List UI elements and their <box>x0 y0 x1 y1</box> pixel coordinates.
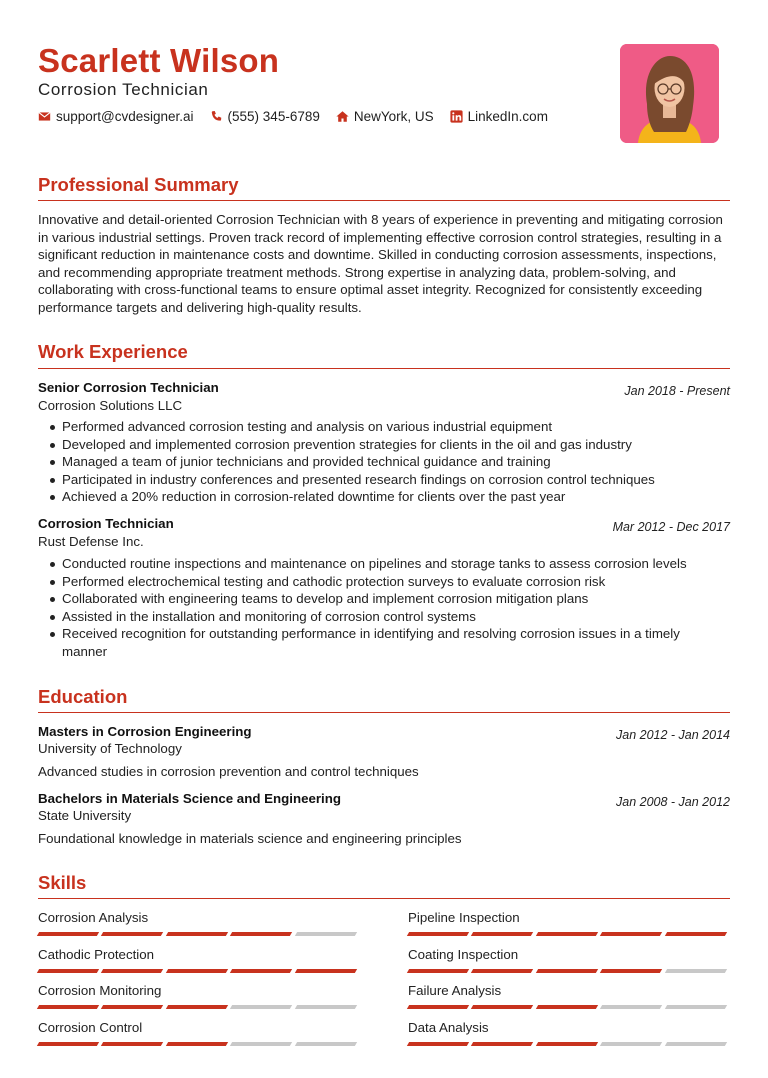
skill-level-segment-filled <box>101 1005 164 1009</box>
skill-level-segment-empty <box>294 1005 357 1009</box>
skill-level-bar <box>38 932 360 936</box>
skill-level-segment-filled <box>407 932 470 936</box>
skill-level-segment-filled <box>166 969 229 973</box>
skill-level-segment-filled <box>230 932 293 936</box>
skill-level-segment-filled <box>294 969 357 973</box>
skill-name: Data Analysis <box>408 1020 489 1035</box>
bullet-item: Participated in industry conferences and presented research findings on corrosion control techniques <box>48 471 728 489</box>
job-bullets <box>48 418 728 506</box>
education-description: Advanced studies in corrosion prevention and control techniques <box>38 764 419 779</box>
bullet-item: Conducted routine inspections and maintenance on pipelines and storage tanks to assess corrosion levels <box>48 555 728 573</box>
skill-level-bar <box>408 932 730 936</box>
skill-level-segment-empty <box>600 1005 663 1009</box>
job-bullets <box>48 555 728 661</box>
skill-level-segment-filled <box>166 932 229 936</box>
skill-level-bar <box>38 969 360 973</box>
bullet-item: Performed advanced corrosion testing and analysis on various industrial equipment <box>48 418 728 436</box>
skill-level-segment-empty <box>664 1042 727 1046</box>
skill-level-segment-filled <box>471 969 534 973</box>
contact-email[interactable] <box>38 109 194 124</box>
skill-level-segment-empty <box>230 1005 293 1009</box>
skill-level-bar <box>38 1005 360 1009</box>
skill-level-segment-filled <box>166 1042 229 1046</box>
skill-level-segment-empty <box>600 1042 663 1046</box>
degree-title: Bachelors in Materials Science and Engineering <box>38 791 341 806</box>
skill-level-segment-empty <box>230 1042 293 1046</box>
skill-item <box>38 1020 360 1046</box>
skill-level-segment-filled <box>37 932 100 936</box>
skill-level-segment-filled <box>407 969 470 973</box>
home-icon <box>336 110 349 123</box>
candidate-name: Scarlett Wilson <box>38 42 280 79</box>
portrait-illustration <box>620 44 719 143</box>
skill-level-bar <box>38 1042 360 1046</box>
skill-level-segment-filled <box>37 1042 100 1046</box>
section-heading-skills: Skills <box>38 872 87 893</box>
skill-name: Coating Inspection <box>408 947 519 962</box>
contact-linkedin[interactable] <box>450 109 548 124</box>
skill-level-segment-filled <box>536 932 599 936</box>
skill-level-segment-filled <box>536 1005 599 1009</box>
skill-level-segment-filled <box>471 1005 534 1009</box>
skill-level-segment-empty <box>664 969 727 973</box>
section-heading-summary: Professional Summary <box>38 174 239 195</box>
job-company: Rust Defense Inc. <box>38 534 144 549</box>
skill-level-segment-filled <box>536 969 599 973</box>
contact-phone[interactable] <box>210 109 320 124</box>
skill-level-segment-filled <box>536 1042 599 1046</box>
profile-photo <box>620 44 719 143</box>
skill-name: Cathodic Protection <box>38 947 155 962</box>
skill-item <box>408 947 730 973</box>
bullet-item: Received recognition for outstanding performance in identifying and resolving corrosion issues in a timely manner <box>48 625 728 660</box>
skill-name: Corrosion Monitoring <box>38 983 162 998</box>
skill-level-segment-filled <box>407 1042 470 1046</box>
school-name: State University <box>38 808 132 823</box>
contact-phone-text: (555) 345-6789 <box>227 109 320 124</box>
skill-name: Failure Analysis <box>408 983 502 998</box>
education-dates: Jan 2012 - Jan 2014 <box>616 728 730 742</box>
skill-name: Corrosion Control <box>38 1020 143 1035</box>
education-dates: Jan 2008 - Jan 2012 <box>616 795 730 809</box>
skill-level-segment-filled <box>664 932 727 936</box>
skill-item <box>408 910 730 936</box>
skill-level-segment-empty <box>294 1042 357 1046</box>
skill-level-bar <box>408 1005 730 1009</box>
phone-icon <box>210 110 223 123</box>
skill-item <box>38 947 360 973</box>
skill-item <box>408 983 730 1009</box>
skill-name: Pipeline Inspection <box>408 910 520 925</box>
skill-level-segment-filled <box>101 932 164 936</box>
skill-level-segment-filled <box>407 1005 470 1009</box>
skill-level-segment-filled <box>37 1005 100 1009</box>
bullet-item: Managed a team of junior technicians and provided technical guidance and training <box>48 453 728 471</box>
skill-level-bar <box>408 1042 730 1046</box>
contact-row <box>38 109 564 124</box>
job-company: Corrosion Solutions LLC <box>38 398 183 413</box>
section-divider <box>38 712 730 713</box>
linkedin-icon <box>450 110 463 123</box>
job-title-headline: Corrosion Technician <box>38 80 209 99</box>
skill-level-segment-filled <box>37 969 100 973</box>
bullet-item: Performed electrochemical testing and cathodic protection surveys to evaluate corrosion risk <box>48 573 728 591</box>
skill-level-segment-filled <box>471 1042 534 1046</box>
section-divider <box>38 898 730 899</box>
skill-name: Corrosion Analysis <box>38 910 149 925</box>
contact-location <box>336 109 434 124</box>
school-name: University of Technology <box>38 741 182 756</box>
skill-level-segment-filled <box>600 969 663 973</box>
skill-level-segment-filled <box>101 1042 164 1046</box>
skill-level-segment-empty <box>664 1005 727 1009</box>
job-title: Corrosion Technician <box>38 516 174 531</box>
skill-level-segment-filled <box>166 1005 229 1009</box>
degree-title: Masters in Corrosion Engineering <box>38 724 252 739</box>
contact-linkedin-text: LinkedIn.com <box>467 109 548 124</box>
skill-level-segment-filled <box>600 932 663 936</box>
bullet-item: Assisted in the installation and monitoring of corrosion control systems <box>48 608 728 626</box>
skill-item <box>38 983 360 1009</box>
skill-item <box>38 910 360 936</box>
skill-level-segment-filled <box>230 969 293 973</box>
skill-level-segment-filled <box>471 932 534 936</box>
section-heading-education: Education <box>38 686 128 707</box>
skill-level-segment-filled <box>101 969 164 973</box>
skill-level-segment-empty <box>294 932 357 936</box>
summary-text: Innovative and detail-oriented Corrosion Technician with 8 years of experience in preventing and mitigating corrosion in various industrial settings. Proven track record of implementing effective corrosion control strategies, resulting in a significant reduction in maintenance costs and downtime. Skilled in conducting corrosion assessments, inspections, and recommending appropriate treatment methods. Strong expertise in analyzing data, problem-solving, and collaborating with cross-functional teams to ensure optimal asset integrity. Recognized for consistently exceeding performance targets and delivering high-quality results. <box>38 212 723 315</box>
education-description: Foundational knowledge in materials science and engineering principles <box>38 831 462 846</box>
job-dates: Mar 2012 - Dec 2017 <box>612 520 730 534</box>
bullet-item: Developed and implemented corrosion prevention strategies for clients in the oil and gas industry <box>48 436 728 454</box>
job-title: Senior Corrosion Technician <box>38 380 219 395</box>
contact-email-text: support@cvdesigner.ai <box>56 109 194 124</box>
contact-location-text: NewYork, US <box>353 109 434 124</box>
skill-level-bar <box>408 969 730 973</box>
section-divider <box>38 200 730 201</box>
job-dates: Jan 2018 - Present <box>624 384 730 398</box>
bullet-item: Achieved a 20% reduction in corrosion-related downtime for clients over the past year <box>48 488 728 506</box>
section-divider <box>38 368 730 369</box>
bullet-item: Collaborated with engineering teams to develop and implement corrosion mitigation plans <box>48 590 728 608</box>
skill-item <box>408 1020 730 1046</box>
envelope-icon <box>38 110 51 123</box>
section-heading-experience: Work Experience <box>38 341 188 362</box>
